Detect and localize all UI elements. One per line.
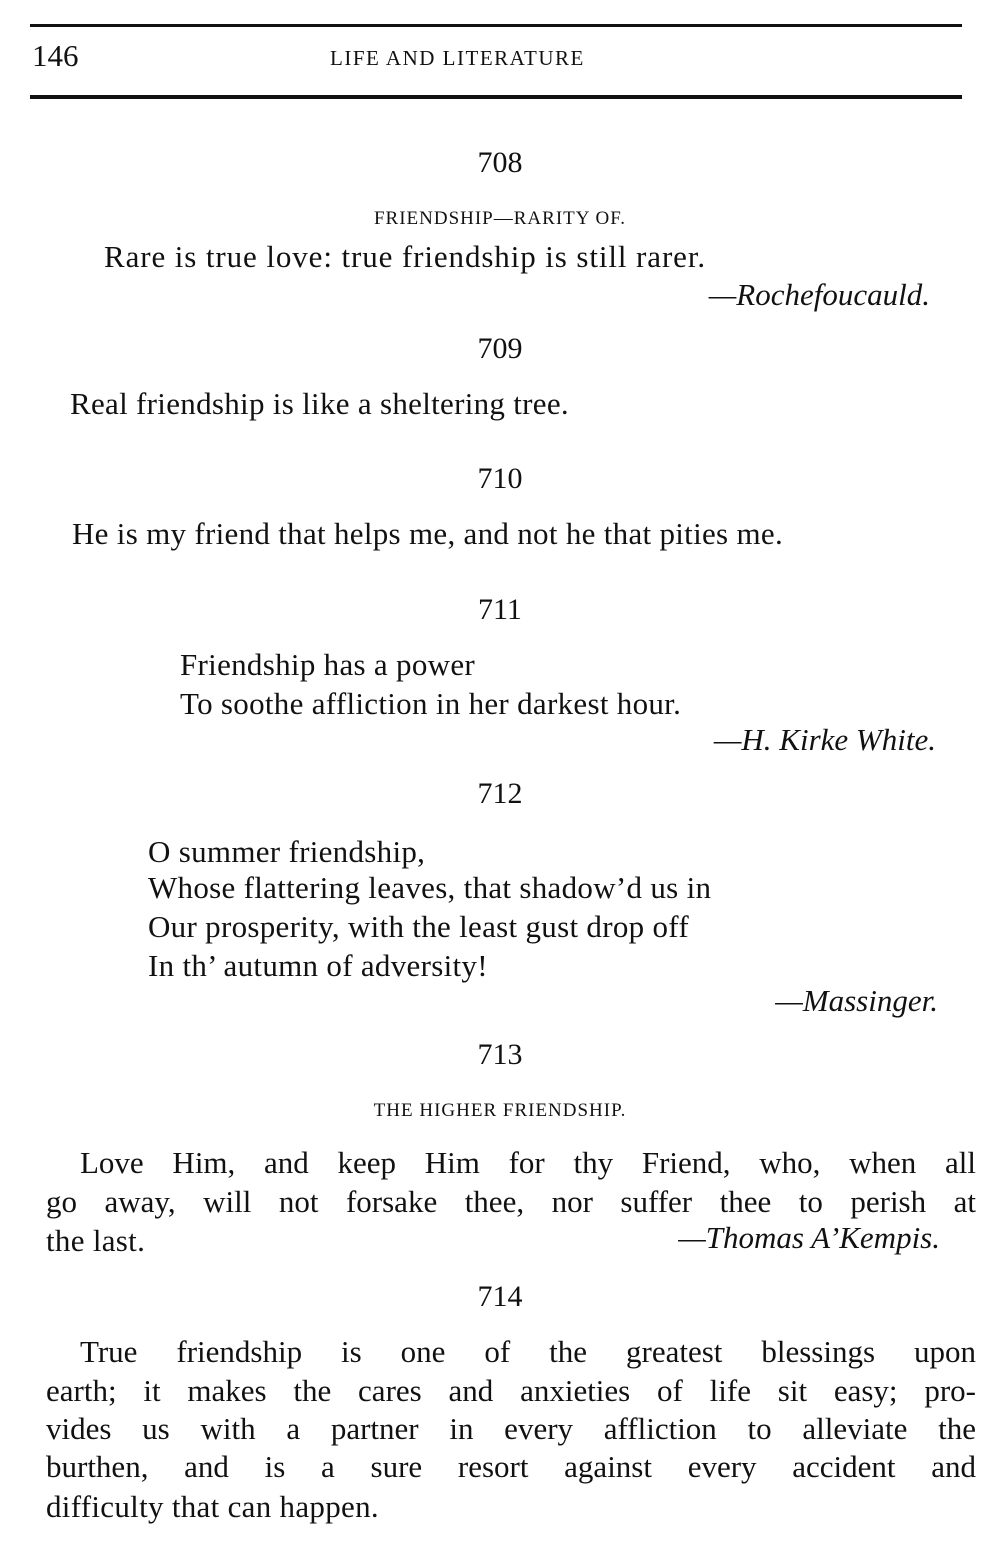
entry-attribution-711: —H. Kirke White. xyxy=(713,722,936,757)
entry-line-712-1: O summer friendship, xyxy=(148,834,426,869)
entry-line-713-3: the last. xyxy=(46,1223,146,1258)
entry-line-713-2: go away, will not forsake thee, nor suffer thee to perish at xyxy=(46,1184,976,1219)
entry-line-712-3: Our prosperity, with the least gust drop off xyxy=(148,909,689,944)
entry-attribution-708: —Rochefoucauld. xyxy=(708,277,930,312)
running-title: LIFE AND LITERATURE xyxy=(330,46,585,70)
entry-line-714-2: earth; it makes the cares and anxieties of life sit easy; pro- xyxy=(46,1373,976,1408)
entry-line-712-4: In th’ autumn of adversity! xyxy=(148,948,488,983)
entry-text-709: Real friendship is like a sheltering tree. xyxy=(70,386,569,421)
entry-number-711: 711 xyxy=(478,593,522,626)
entry-number-709: 709 xyxy=(477,332,523,365)
entry-text-708: Rare is true love: true friendship is still rarer. xyxy=(104,239,706,274)
entry-line-714-4: burthen, and is a sure resort against every accident and xyxy=(46,1449,976,1484)
entry-attribution-713: —Thomas A’Kempis. xyxy=(678,1220,940,1255)
entry-line-712-2: Whose flattering leaves, that shadow’d us in xyxy=(148,870,712,905)
entry-line-711-1: Friendship has a power xyxy=(180,647,476,682)
entry-line-713-1: Love Him, and keep Him for thy Friend, who, when all xyxy=(80,1145,976,1180)
entry-line-711-2: To soothe affliction in her darkest hour. xyxy=(180,686,682,721)
entry-number-712: 712 xyxy=(477,777,523,810)
entry-attribution-712: —Massinger. xyxy=(775,983,938,1018)
entry-line-714-3: vides us with a partner in every affliction to alleviate the xyxy=(46,1411,976,1446)
entry-text-710: He is my friend that helps me, and not he that pities me. xyxy=(72,516,783,551)
entry-line-714-5: difficulty that can happen. xyxy=(46,1489,379,1524)
header-rule-bottom xyxy=(30,95,962,99)
entry-number-714: 714 xyxy=(477,1280,523,1313)
entry-heading-708: FRIENDSHIP—RARITY OF. xyxy=(373,208,627,229)
page-number: 146 xyxy=(32,38,79,73)
header-rule-top xyxy=(30,24,962,27)
entry-heading-713: THE HIGHER FRIENDSHIP. xyxy=(373,1100,627,1121)
entry-number-713: 713 xyxy=(477,1038,523,1071)
entry-number-708: 708 xyxy=(477,146,523,179)
entry-number-710: 710 xyxy=(477,462,523,495)
entry-line-714-1: True friendship is one of the greatest blessings upon xyxy=(80,1334,976,1369)
